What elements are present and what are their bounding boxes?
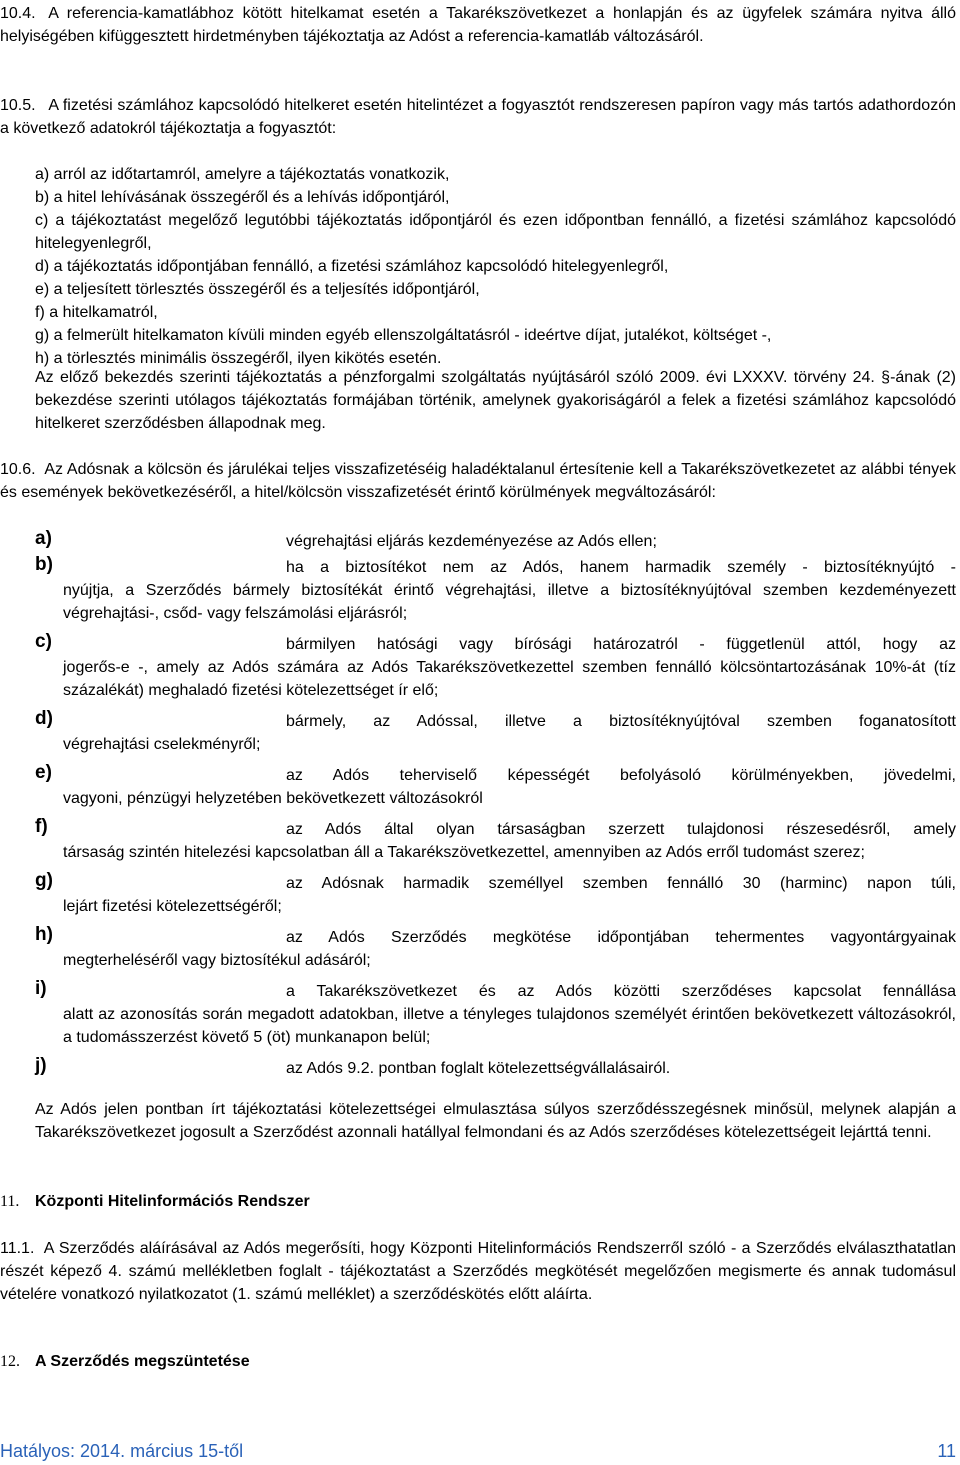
list-item-c <box>35 633 956 702</box>
item-letter: e) <box>35 762 52 783</box>
section-number: 11. <box>0 1193 20 1210</box>
item-text: végrehajtási eljárás kezdeményezése az Adós ellen; <box>286 533 657 550</box>
list-item-g <box>35 872 956 918</box>
item-text-continued: jogerős-e -, amely az Adós számára az Adós Takarékszövetkezettel szemben fennálló kölcsöntartozásának 10%-át (tíz százalékát) meghaladó fizetési kötelezettséget ír elő; <box>63 659 956 699</box>
item-text: az Adós Szerződés megkötése időpontjában tehermentes vagyontárgyainak <box>286 929 956 946</box>
list-item-e <box>35 764 956 810</box>
section-heading-12 <box>0 1350 956 1374</box>
item-text: ha a biztosítékot nem az Adós, hanem harmadik személy - biztosítéknyújtó - <box>286 559 956 576</box>
item-letter: a) <box>35 528 52 549</box>
paragraph-11-1 <box>0 1237 956 1306</box>
paragraph-10-6-closing: Az Adós jelen pontban írt tájékoztatási kötelezettségei elmulasztása súlyos szerződésszegésnek minősül, melynek alapján a Takarékszövetkezet jogosult a Szerződést azonnali hatállyal felmondani és az Adós szerződéses kötelezettségeit lejárttá tenni. <box>35 1101 956 1141</box>
item-text: a Takarékszövetkezet és az Adós közötti szerződéses kapcsolat fennállása <box>286 983 956 1000</box>
item-letter: b) <box>35 554 53 575</box>
list-item-d <box>35 710 956 756</box>
item-letter: j) <box>35 1055 47 1076</box>
paragraph-number: 11.1. <box>0 1240 35 1257</box>
list-item: a) arról az időtartamról, amelyre a tájékoztatás vonatkozik, <box>35 166 450 183</box>
list-item: g) a felmerült hitelkamaton kívüli minden egyéb ellenszolgáltatásról - ideértve díjat, jutalékot, költséget -, <box>35 327 772 344</box>
paragraph-10-5-intro <box>0 94 956 140</box>
list-item: b) a hitel lehívásának összegéről és a lehívás időpontjáról, <box>35 189 450 206</box>
paragraph-10-6-intro <box>0 458 956 504</box>
paragraph-text: A referencia-kamatlábhoz kötött hitelkamat esetén a Takarékszövetkezet a honlapján és az ügyfelek számára nyitva álló helyiségében kifüggesztett hirdetményben tájékoztatja az Adóst a referencia-kamatláb változásáról. <box>0 5 956 45</box>
list-item: f) a hitelkamatról, <box>35 304 158 321</box>
item-text: az Adós teherviselő képességét befolyásoló körülményekben, jövedelmi, <box>286 767 956 784</box>
item-text: az Adós által olyan társaságban szerzett tulajdonosi részesedésről, amely <box>286 821 956 838</box>
paragraph-text: A fizetési számlához kapcsolódó hitelkeret esetén hitelintézet a fogyasztót rendszeresen papíron vagy más tartós adathordozón a következő adatokról tájékoztatja a fogyasztót: <box>0 97 956 137</box>
item-letter: g) <box>35 870 53 891</box>
list-item-a <box>35 530 956 554</box>
section-heading-11 <box>0 1190 956 1214</box>
paragraph-number: 10.5. <box>0 97 36 114</box>
effective-date: Hatályos: 2014. március 15-től <box>0 1441 244 1461</box>
paragraph-10-4 <box>0 2 956 48</box>
item-text-continued: nyújtja, a Szerződés bármely biztosítékát érintő végrehajtási, illetve a biztosítéknyújtóval szemben kezdeményezett végrehajtási-, csőd- vagy felszámolási eljárásról; <box>63 582 956 622</box>
item-letter: d) <box>35 708 53 729</box>
paragraph-number: 10.6. <box>0 461 36 478</box>
list-item: h) a törlesztés minimális összegéről, ilyen kikötés esetén. <box>35 350 442 367</box>
item-letter: f) <box>35 816 48 837</box>
paragraph-number: 10.4. <box>0 5 36 22</box>
section-title: A Szerződés megszüntetése <box>35 1353 250 1370</box>
item-text: az Adósnak harmadik személlyel szemben fennálló 30 (harminc) napon túli, <box>286 875 956 892</box>
item-text-continued: lejárt fizetési kötelezettségéről; <box>63 898 282 915</box>
item-text-continued: vagyoni, pénzügyi helyzetében bekövetkezett változásokról <box>63 790 483 807</box>
list-10-6 <box>35 530 956 1080</box>
list-item-h <box>35 926 956 972</box>
item-text: bármely, az Adóssal, illetve a biztosítéknyújtóval szemben foganatosított <box>286 713 956 730</box>
item-letter: h) <box>35 924 53 945</box>
section-number: 12. <box>0 1353 20 1370</box>
paragraph-10-5-closing: Az előző bekezdés szerinti tájékoztatás a pénzforgalmi szolgáltatás nyújtásáról szóló 2009. évi LXXXV. törvény 24. §-ának (2) bekezdése szerinti utólagos tájékoztatás formájában történik, amelynek gyakoriságáról a felek a fizetési számlához kapcsolódó hitelkeret szerződésben állapodnak meg. <box>35 369 956 432</box>
list-item-i <box>35 980 956 1049</box>
item-letter: c) <box>35 631 52 652</box>
paragraph-text: A Szerződés aláírásával az Adós megerősíti, hogy Központi Hitelinformációs Rendszerről szóló - a Szerződés elválaszthatatlan részét képező 4. számú mellékletben foglalt - tájékoztatást a Szerződés megkötését megelőzően megismerte és annak tudomásul vételére vonatkozó nyilatkozatot (1. számú melléklet) a szerződéskötés előtt aláírta. <box>0 1240 956 1303</box>
item-text: bármilyen hatósági vagy bírósági határozatról - függetlenül attól, hogy az <box>286 636 956 653</box>
page-number: 11 <box>937 1441 956 1461</box>
list-item-f <box>35 818 956 864</box>
item-letter: i) <box>35 978 47 999</box>
list-item: d) a tájékoztatás időpontjában fennálló, a fizetési számlához kapcsolódó hitelegyenlegről, <box>35 258 669 275</box>
list-item: c) a tájékoztatást megelőző legutóbbi tájékoztatás időpontjáról és ezen időpontban fennálló, a fizetési számlához kapcsolódó hitelegyenlegről, <box>35 212 956 252</box>
list-item: e) a teljesített törlesztés összegéről és a teljesítés időpontjáról, <box>35 281 480 298</box>
list-item-b <box>35 556 956 625</box>
section-title: Központi Hitelinformációs Rendszer <box>35 1193 310 1210</box>
list-10-5 <box>0 163 956 370</box>
item-text-continued: megterheléséről vagy biztosítékul adásáról; <box>63 952 371 969</box>
list-item-j <box>35 1057 956 1080</box>
item-text: az Adós 9.2. pontban foglalt kötelezettségvállalásairól. <box>286 1060 671 1077</box>
item-text-continued: végrehajtási cselekményről; <box>63 736 261 753</box>
item-text-continued: társaság szintén hitelezési kapcsolatban áll a Takarékszövetkezettel, amennyiben az Adós erről tudomást szerez; <box>63 844 865 861</box>
paragraph-text: Az Adósnak a kölcsön és járulékai teljes visszafizetéséig haladéktalanul értesítenie kell a Takarékszövetkezetet az alábbi tények és események bekövetkezéséről, a hitel/kölcsön visszafizetését érintő körülmények megváltozásáról: <box>0 461 956 501</box>
item-text-continued: alatt az azonosítás során megadott adatokban, illetve a tényleges tulajdonos személyét érintően bekövetkezett változásokról, a tudomásszerzést követő 5 (öt) munkanapon belül; <box>63 1006 956 1046</box>
